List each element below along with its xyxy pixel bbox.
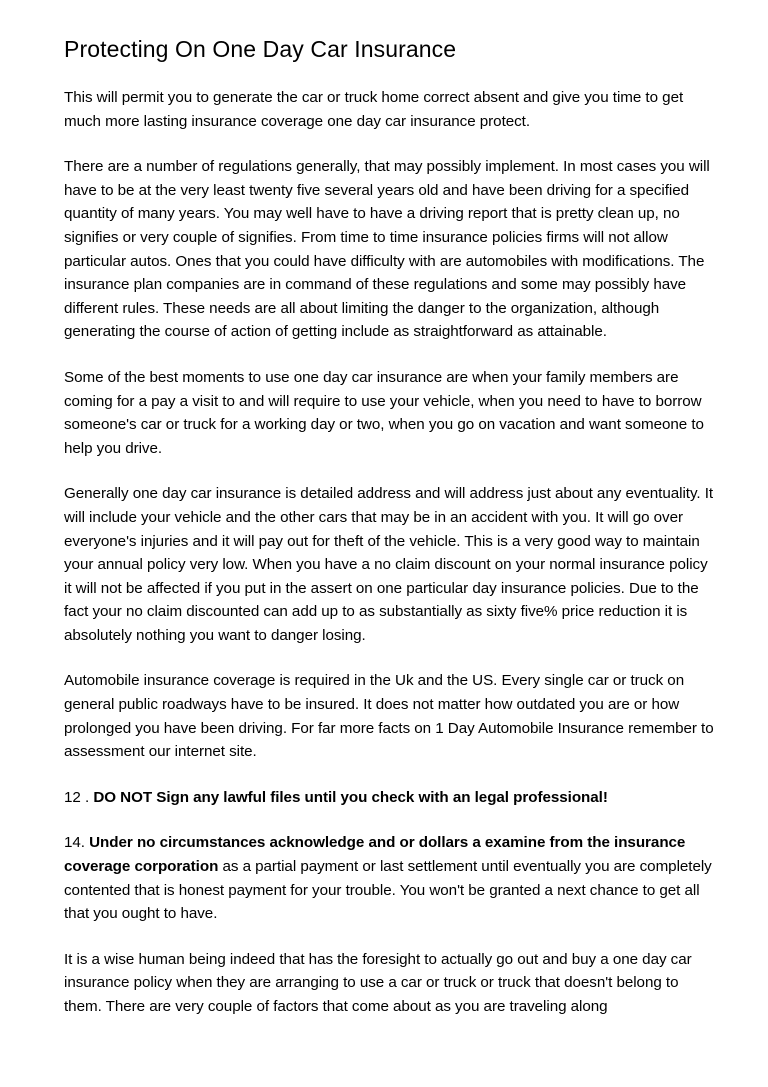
item-14-bold-text: Under no circumstances acknowledge and or dollars a examine from the insurance coverage corporation <box>64 834 686 876</box>
page-title: Protecting On One Day Car Insurance <box>64 36 457 62</box>
paragraph-intro: This will permit you to generate the car or truck home correct absent and give you time to get much more lasting insurance coverage one day car insurance protect. <box>64 89 684 130</box>
paragraph-regulations: There are a number of regulations generally, that may possibly implement. In most cases you will have to be at the very least twenty five several years old and have been driving for a specified quantity of many years. You may well have to have a driving report that is pretty clean up, no signifies or very couple of signifies. From time to time insurance policies firms will not allow particular autos. Ones that you could have difficulty with are automobiles with modifications. The insurance plan companies are in command of these regulations and some may possibly have different rules. These needs are all about limiting the danger to the organization, although generating the course of action of getting include as straightforward as attainable. <box>64 158 710 341</box>
paragraph-best-moments: Some of the best moments to use one day car insurance are when your family members are coming for a pay a visit to and will require to use your vehicle, when you need to have to borrow someone's car or truck for a working day or two, when you go on vacation and want someone to help you drive. <box>64 368 704 457</box>
paragraph-final: It is a wise human being indeed that has the foresight to actually go out and buy a one day car insurance policy when they are arranging to use a car or truck or truck that doesn't belong to them. There are very couple of factors that come about as you are traveling along <box>64 950 692 1015</box>
item-14-number: 14. <box>64 834 90 852</box>
item-12 <box>64 786 714 810</box>
paragraph-requirement: Automobile insurance coverage is required in the Uk and the US. Every single car or truck on general public roadways have to be insured. It does not matter how outdated you are or how prolonged you have been driving. For far more facts on 1 Day Automobile Insurance remember to assessment our internet site. <box>64 672 714 761</box>
document-page <box>64 34 714 1041</box>
item-14 <box>64 831 714 925</box>
paragraph-coverage-details: Generally one day car insurance is detailed address and will address just about any eventuality. It will include your vehicle and the other cars that may be in an accident with you. It will go over everyone's injuries and it will pay out for theft of the vehicle. This is a very good way to maintain your annual policy very low. When you have a no claim discount on your normal insurance policy it will not be affected if you put in the assert on one particular day insurance policies. Due to the fact your no claim discounted can add up to as substantially as sixty five% price reduction it is absolutely nothing you want to danger losing. <box>64 485 714 644</box>
item-12-number: 12 . <box>64 788 94 806</box>
item-14-rest-text: as a partial payment or last settlement until eventually you are completely contented that is honest payment for your trouble. You won't be granted a next chance to get all that you ought to have. <box>64 858 712 923</box>
item-12-bold-text: DO NOT Sign any lawful files until you check with an legal professional! <box>93 788 608 806</box>
